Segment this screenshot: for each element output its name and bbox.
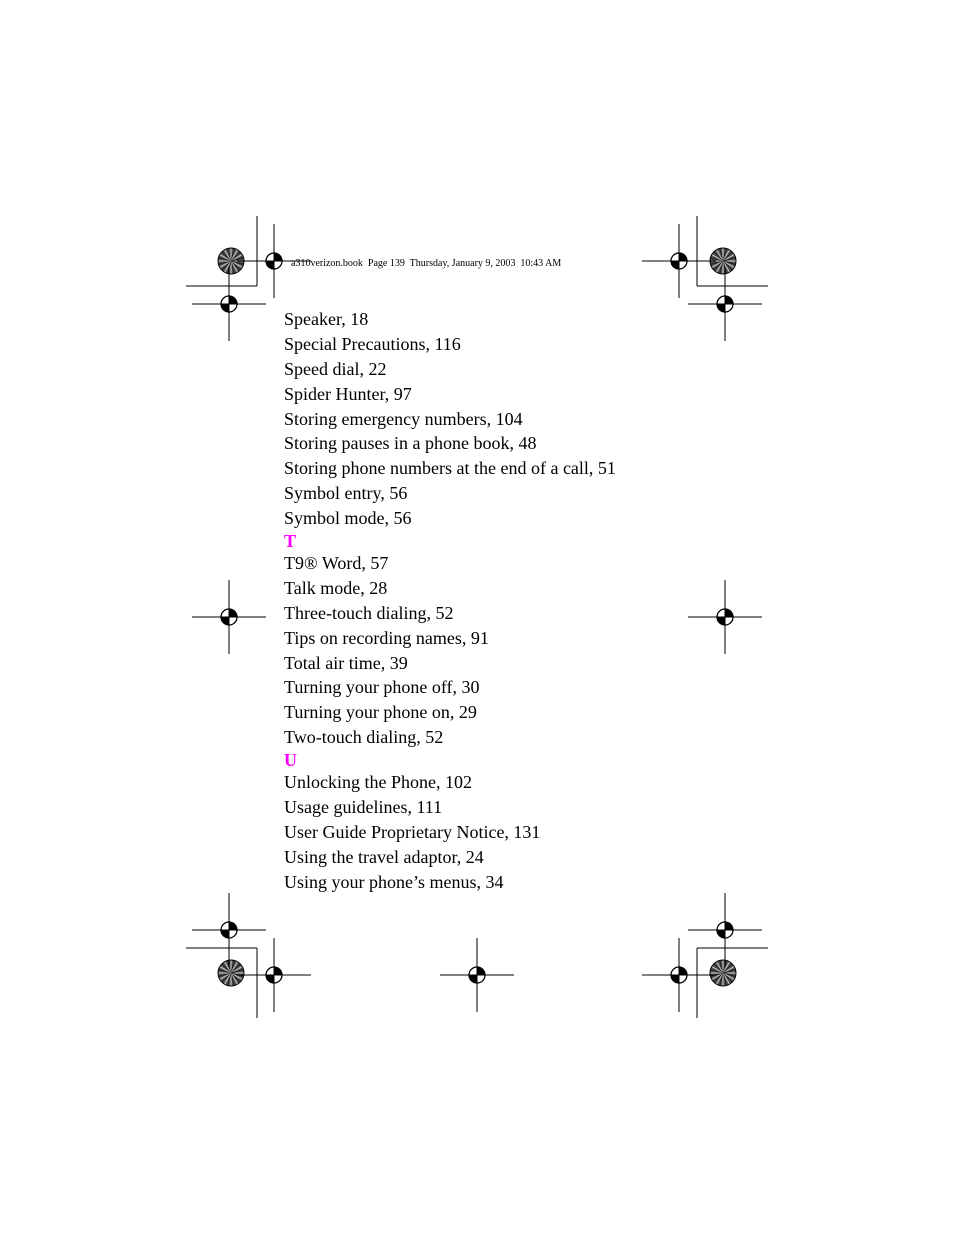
index-entry: Two-touch dialing, 52 — [284, 727, 444, 748]
crosshair-mark — [192, 580, 266, 654]
crosshair-mark — [440, 938, 514, 1012]
crosshair-mark — [237, 938, 311, 1012]
crosshair-mark — [192, 893, 266, 967]
index-entry: T9® Word, 57 — [284, 553, 389, 574]
index-entry: Symbol mode, 56 — [284, 508, 412, 529]
crosshair-mark — [688, 267, 762, 341]
crosshair-mark — [642, 938, 716, 1012]
section-letter: U — [284, 750, 297, 771]
index-entry: Storing emergency numbers, 104 — [284, 408, 523, 429]
index-entry: Using the travel adaptor, 24 — [284, 846, 484, 867]
index-entry: Symbol entry, 56 — [284, 483, 408, 504]
section-letter: T — [284, 531, 297, 552]
starburst-mark — [218, 960, 244, 986]
index-entry: Special Precautions, 116 — [284, 333, 461, 354]
starburst-mark — [710, 960, 736, 986]
index-entry: Turning your phone off, 30 — [284, 677, 480, 698]
crosshair-mark — [192, 267, 266, 341]
index-entry: Using your phone’s menus, 34 — [284, 871, 504, 892]
index-entry: Storing phone numbers at the end of a call, 51 — [284, 458, 616, 479]
index-entry: Talk mode, 28 — [284, 577, 388, 598]
index-list — [284, 307, 616, 895]
index-entry: Three-touch dialing, 52 — [284, 602, 454, 623]
crosshair-mark — [688, 893, 762, 967]
index-entry: Usage guidelines, 111 — [284, 797, 443, 818]
index-entry: Spider Hunter, 97 — [284, 383, 412, 404]
index-entry: User Guide Proprietary Notice, 131 — [284, 821, 541, 842]
index-entry: Tips on recording names, 91 — [284, 627, 489, 648]
index-entry: Unlocking the Phone, 102 — [284, 772, 472, 793]
index-entry: Storing pauses in a phone book, 48 — [284, 433, 537, 454]
crosshair-mark — [642, 224, 716, 298]
index-entry: Speed dial, 22 — [284, 358, 387, 379]
crosshair-mark — [688, 580, 762, 654]
index-entry: Speaker, 18 — [284, 309, 369, 329]
slug-line: a310verizon.book Page 139 Thursday, January 9, 2003 10:43 AM — [291, 258, 562, 269]
index-entry: Total air time, 39 — [284, 652, 408, 673]
index-entry: Turning your phone on, 29 — [284, 702, 477, 723]
